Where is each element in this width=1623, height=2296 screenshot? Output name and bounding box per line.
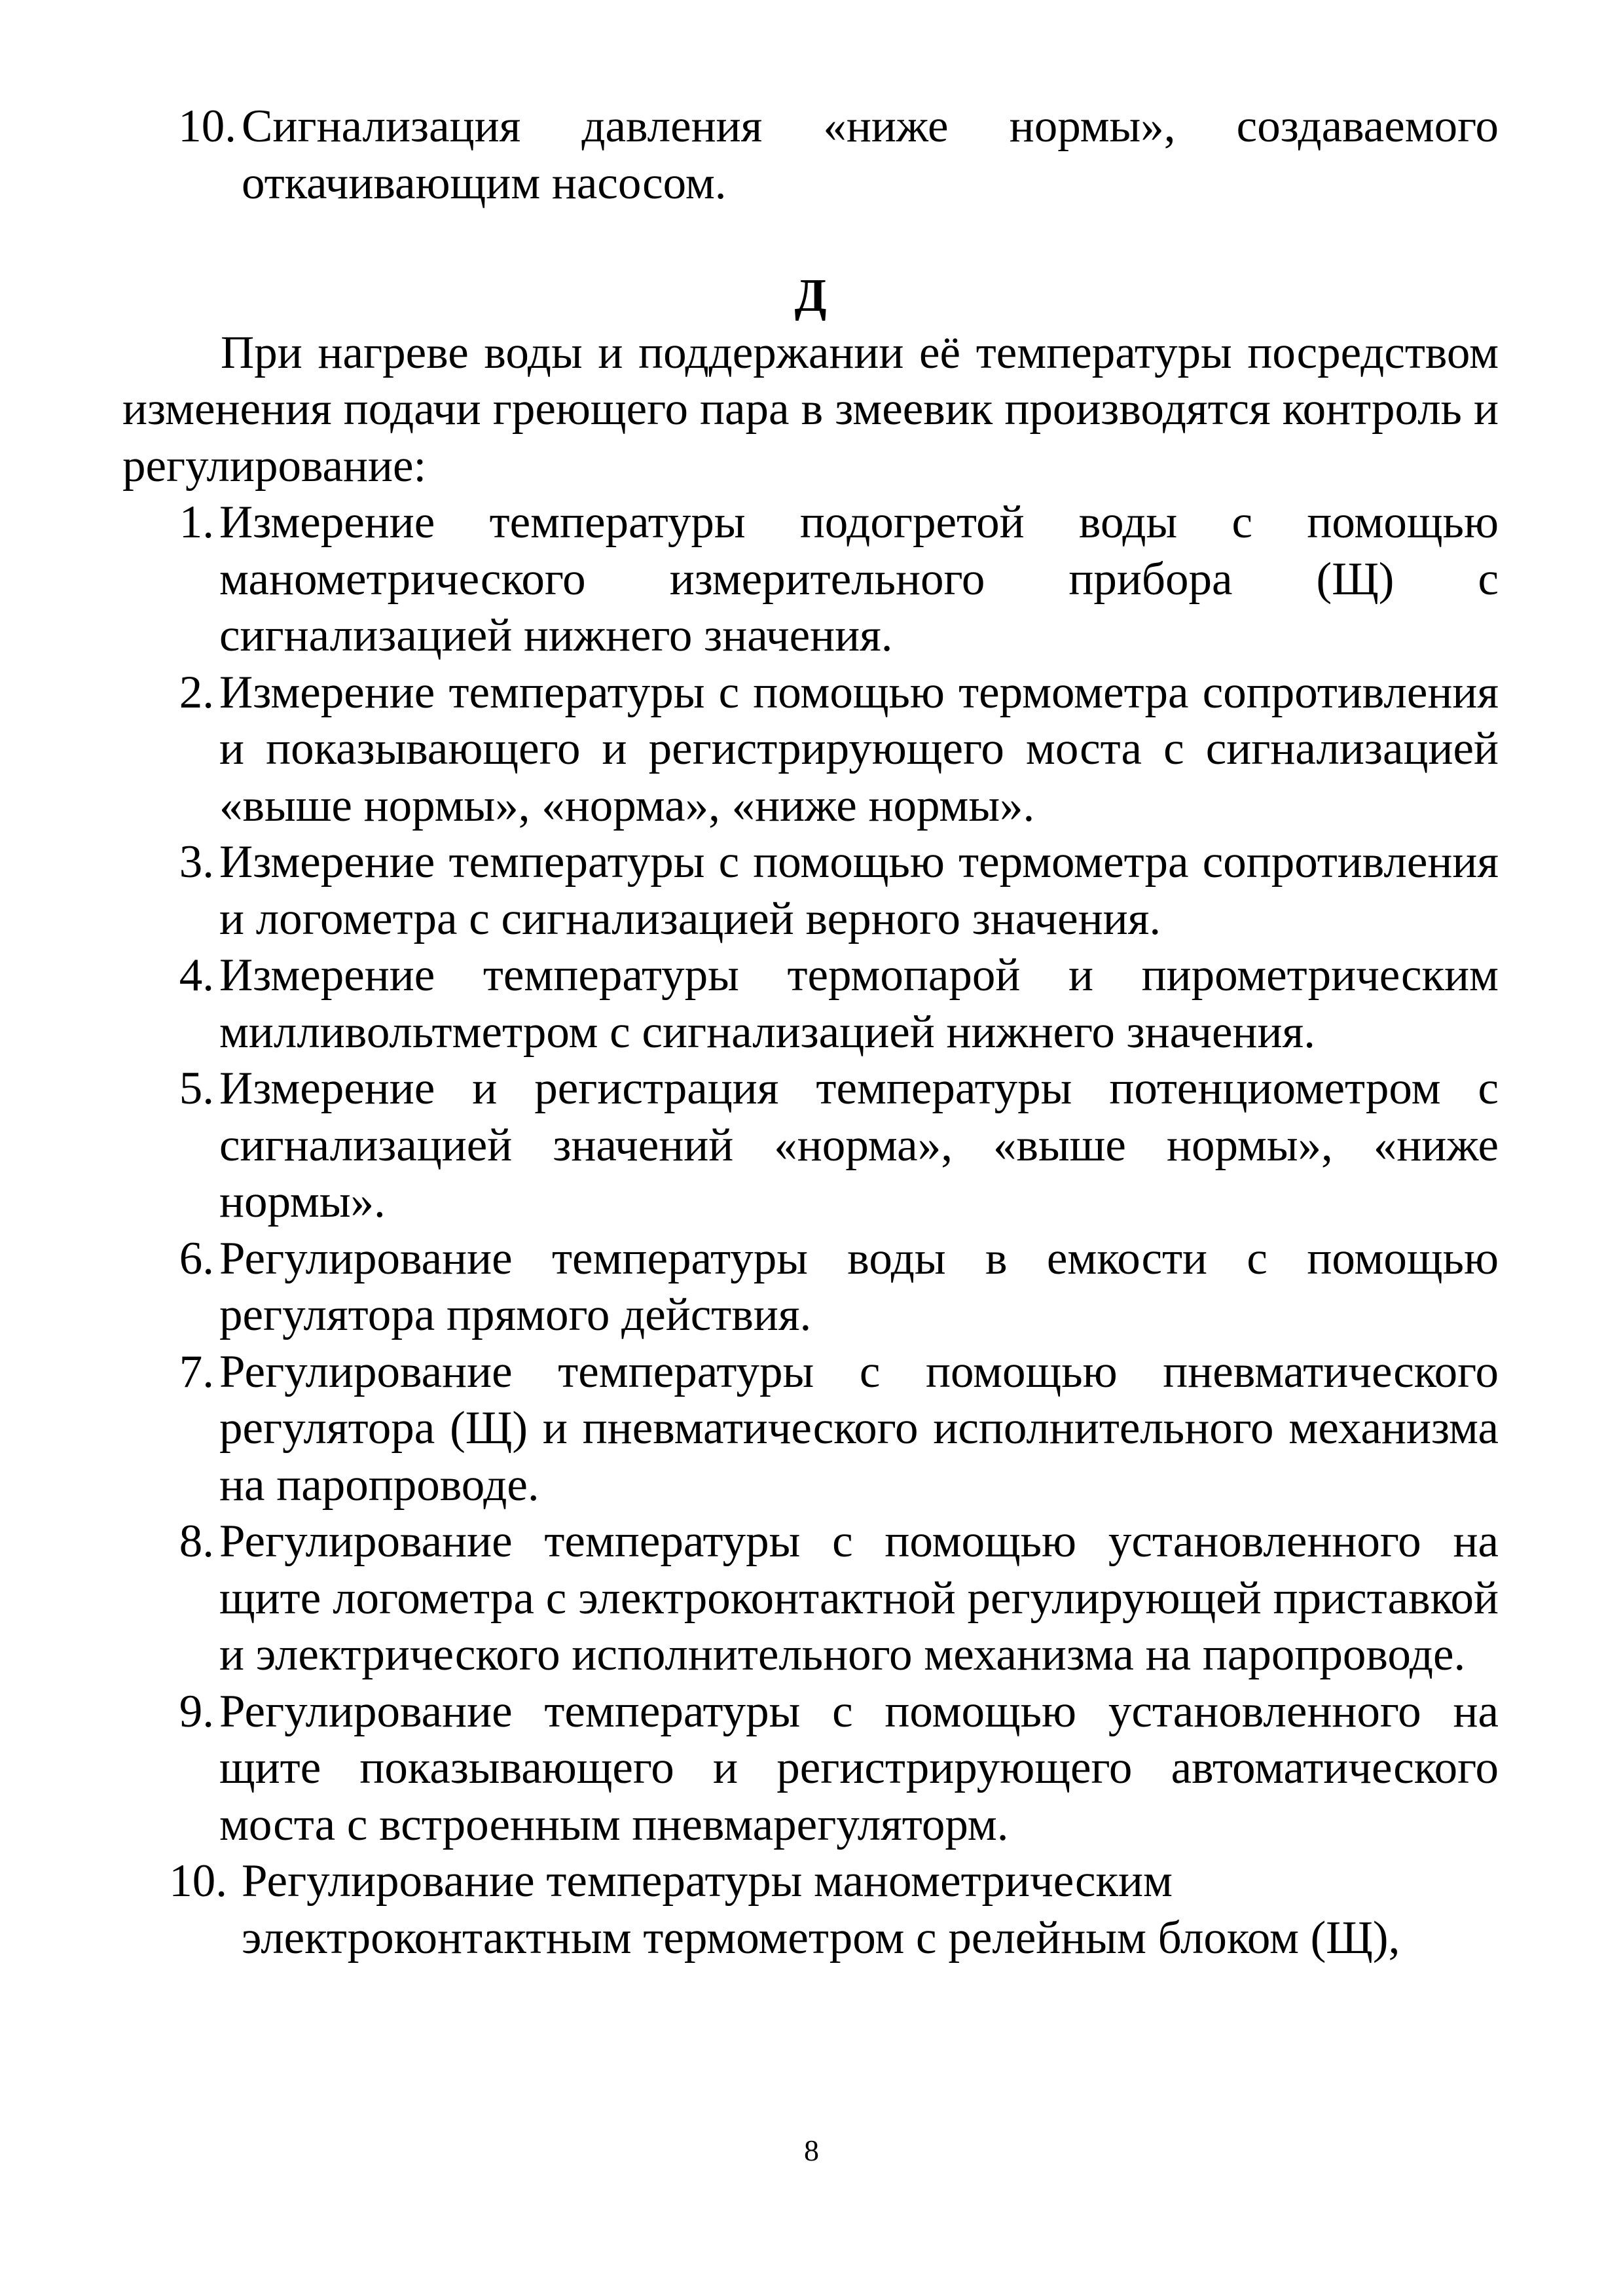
list-item: [122, 494, 1499, 664]
list-item: [122, 1060, 1499, 1230]
page-content: [122, 98, 1499, 1966]
numbered-list: [122, 494, 1499, 1966]
list-item-number: 6.: [179, 1232, 214, 1284]
list-item-number: 3.: [179, 836, 214, 888]
list-item-text: Измерение температуры с помощью термометра сопротивления и показывающего и регистрирующего моста с сигнализацией «выше нормы», «норма», «ниже нормы».: [219, 666, 1499, 831]
list-item: [122, 1230, 1499, 1344]
intro-paragraph: При нагреве воды и поддержании её температуры посредством изменения подачи греющего пара в змеевик производятся контроль и регулирование:: [122, 327, 1499, 492]
list-item: [122, 664, 1499, 834]
list-item-text: Регулирование температуры с помощью установленного на щите показывающего и регистрирующего автоматического моста с встроенным пневмарегуляторм.: [219, 1685, 1499, 1850]
list-item-text: Измерение температуры подогретой воды с помощью манометрического измерительного прибора (Щ) с сигнализацией нижнего значения.: [219, 497, 1499, 661]
list-item-number: 7.: [179, 1346, 214, 1397]
list-item-number: 9.: [179, 1685, 214, 1737]
list-item-text: Измерение и регистрация температуры потенциометром с сигнализацией значений «норма», «выше нормы», «ниже нормы».: [219, 1063, 1499, 1227]
list-item: [122, 834, 1499, 947]
list-item-text: Регулирование температуры с помощью установленного на щите логометра с электроконтактной регулирующей приставкой и электрического исполнительного механизма на паропроводе.: [219, 1516, 1499, 1680]
list-item-text: Регулирование температуры воды в емкости с помощью регулятора прямого действия.: [219, 1232, 1499, 1340]
list-item-number: 5.: [179, 1063, 214, 1114]
list-item-number: 10.: [169, 1856, 227, 1907]
list-item-text: [242, 1853, 1499, 1966]
list-item-10: [122, 1853, 1499, 1966]
section-heading: Д: [794, 270, 827, 321]
list-item-text: Регулирование температуры с помощью пневматического регулятора (Щ) и пневматического исполнительного механизма на паропроводе.: [219, 1346, 1499, 1511]
list-item: [122, 1344, 1499, 1514]
list-item-number: 2.: [179, 666, 214, 718]
list-item-number: 1.: [179, 497, 214, 548]
list-item-text: Сигнализация давления «ниже нормы», создаваемого откачивающим насосом.: [242, 101, 1499, 209]
list-item-number: 8.: [179, 1516, 214, 1567]
list-item: [122, 1513, 1499, 1683]
list-item-text: Измерение температуры с помощью термометра сопротивления и логометра с сигнализацией верного значения.: [219, 836, 1499, 944]
list-item: [122, 1683, 1499, 1854]
list-item-line: Регулирование температуры манометрическим: [242, 1856, 1173, 1907]
page-number: 8: [804, 2134, 819, 2167]
list-item-text: Измерение температуры термопарой и пирометрическим милливольтметром с сигнализацией нижнего значения.: [219, 950, 1499, 1058]
list-item-number: 4.: [179, 950, 214, 1001]
list-item-line: электроконтактным термометром с релейным блоком (Щ),: [242, 1912, 1400, 1964]
list-item-number: 10.: [178, 101, 236, 152]
list-item-prev-10: [122, 98, 1499, 211]
list-item: [122, 947, 1499, 1060]
